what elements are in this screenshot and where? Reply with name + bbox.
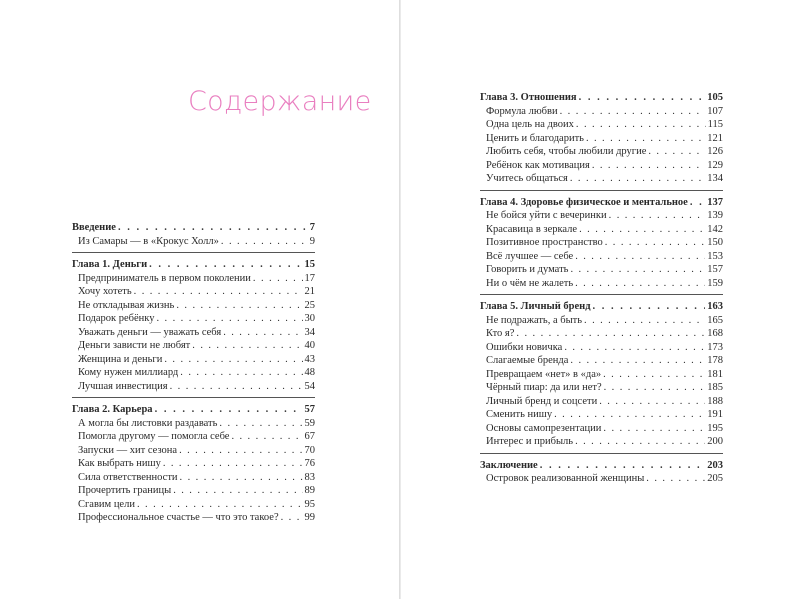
entry-title: Ценить и благодарить	[486, 132, 584, 144]
entry-title: Превращаем «нет» в «да»	[486, 368, 602, 380]
toc-chapter-entry[interactable]	[480, 300, 723, 314]
toc-section	[72, 221, 315, 253]
dot-leader	[570, 172, 705, 186]
page-number: 185	[707, 382, 723, 393]
dot-leader	[593, 300, 706, 314]
toc-entry[interactable]	[480, 435, 723, 449]
dot-leader	[163, 457, 303, 471]
entry-title: Хочу хотеть	[78, 286, 132, 297]
page-number: 191	[707, 409, 723, 420]
toc-entry[interactable]	[72, 430, 315, 444]
dot-leader	[690, 196, 705, 210]
toc-entry[interactable]	[72, 457, 315, 471]
entry-title: Чёрный пиар: да или нет?	[486, 382, 602, 393]
toc-entry[interactable]	[72, 312, 315, 326]
entry-title: Глава 4. Здоровье физическое и ментальное	[480, 196, 688, 208]
entry-title: Не бойся уйти с вечеринки	[486, 210, 607, 221]
toc-chapter-entry[interactable]	[72, 403, 315, 417]
page-number: 70	[304, 444, 315, 456]
toc-entry[interactable]	[480, 341, 723, 355]
dot-leader	[560, 105, 706, 119]
entry-title: Как выбрать нишу	[78, 458, 161, 469]
toc-entry[interactable]	[72, 366, 315, 380]
entry-title: Слагаемые бренда	[486, 355, 569, 366]
toc-entry[interactable]	[72, 498, 315, 512]
dot-leader	[575, 435, 705, 449]
entry-title: Ребёнок как мотивация	[486, 159, 590, 171]
toc-entry[interactable]	[480, 277, 723, 291]
page-number: 107	[707, 105, 723, 117]
entry-title: Помогла другому — помогла себе	[78, 431, 230, 442]
entry-title: Любить себя, чтобы любили другие	[486, 146, 647, 157]
entry-title: Красавица в зеркале	[486, 223, 578, 235]
dot-leader	[599, 395, 705, 409]
page-title: Содержание	[188, 86, 372, 117]
dot-leader	[253, 272, 303, 286]
page-number: 9	[309, 235, 315, 247]
dot-leader	[592, 159, 705, 173]
entry-title: Уважать деньги — уважать себя	[78, 326, 222, 338]
page-number: 89	[304, 485, 315, 496]
entry-title: Всё лучшее — себе	[486, 250, 574, 262]
dot-leader	[192, 339, 302, 353]
page-number: 40	[304, 340, 315, 351]
dot-leader	[586, 132, 705, 146]
toc-chapter-entry[interactable]	[480, 459, 723, 473]
toc-section	[480, 300, 723, 454]
toc-right-column	[480, 91, 723, 495]
page-number: 15	[304, 259, 315, 270]
toc-chapter-entry[interactable]	[72, 258, 315, 272]
page-number: 7	[309, 222, 315, 233]
dot-leader	[173, 484, 302, 498]
page-number: 205	[707, 473, 723, 484]
page-number: 34	[304, 326, 315, 338]
dot-leader	[179, 444, 302, 458]
dot-leader	[149, 258, 302, 272]
toc-entry[interactable]	[480, 327, 723, 341]
entry-title: Женщина и деньги	[78, 353, 163, 365]
page-number: 173	[707, 341, 723, 353]
toc-entry[interactable]	[480, 105, 723, 119]
entry-title: Лучшая инвестиция	[78, 380, 168, 392]
dot-leader	[575, 277, 705, 291]
entry-title: Сменить нишу	[486, 409, 553, 420]
toc-entry[interactable]	[480, 145, 723, 159]
dot-leader	[516, 327, 705, 341]
page-number: 99	[304, 512, 315, 523]
page-number: 188	[707, 395, 723, 407]
toc-entry[interactable]	[72, 299, 315, 313]
entry-title: Формула любви	[486, 105, 558, 117]
toc-chapter-entry[interactable]	[72, 221, 315, 235]
page-number: 48	[304, 367, 315, 378]
page-number: 57	[304, 404, 315, 415]
page-number: 142	[707, 223, 723, 235]
toc-entry[interactable]	[480, 132, 723, 146]
toc-entry[interactable]	[72, 484, 315, 498]
dot-leader	[554, 408, 705, 422]
page-number: 134	[707, 173, 723, 184]
entry-title: Глава 1. Деньги	[72, 259, 148, 270]
toc-entry[interactable]	[480, 381, 723, 395]
toc-entry[interactable]	[72, 339, 315, 353]
toc-section	[72, 258, 315, 398]
dot-leader	[603, 368, 705, 382]
dot-leader	[605, 236, 706, 250]
page-number: 17	[304, 272, 315, 284]
dot-leader	[281, 511, 303, 525]
page-number: 203	[707, 459, 723, 471]
entry-title: Ошибки новичка	[486, 341, 563, 353]
entry-title: Глава 3. Отношения	[480, 92, 577, 103]
toc-entry[interactable]	[480, 159, 723, 173]
page-number: 178	[707, 355, 723, 366]
page-number: 67	[304, 431, 315, 442]
dot-leader	[570, 354, 705, 368]
entry-title: Основы самопрезентации	[486, 422, 602, 434]
entry-title: Деньги зависти не любят	[78, 340, 191, 351]
toc-entry[interactable]	[480, 354, 723, 368]
page-number: 115	[707, 119, 723, 130]
entry-title: Говорить и думать	[486, 264, 569, 275]
page-number: 181	[707, 368, 723, 380]
dot-leader	[223, 326, 302, 340]
page-number: 139	[707, 210, 723, 221]
toc-entry[interactable]	[72, 285, 315, 299]
dot-leader	[176, 299, 302, 313]
entry-title: Запуски — хит сезона	[78, 444, 178, 456]
dot-leader	[609, 209, 706, 223]
toc-entry[interactable]	[72, 272, 315, 286]
page-number: 95	[304, 498, 315, 510]
dot-leader	[221, 235, 308, 249]
toc-entry[interactable]	[480, 408, 723, 422]
toc-section	[480, 91, 723, 191]
toc-entry[interactable]	[480, 172, 723, 186]
toc-entry[interactable]	[480, 472, 723, 486]
page-number: 165	[707, 314, 723, 326]
dot-leader	[564, 341, 705, 355]
entry-title: Островок реализованной женщины	[486, 473, 645, 484]
toc-entry[interactable]	[480, 236, 723, 250]
entry-title: А могла бы листовки раздавать	[78, 417, 218, 429]
dot-leader	[604, 381, 706, 395]
dot-leader	[575, 250, 705, 264]
dot-leader	[646, 472, 705, 486]
page-number: 54	[304, 380, 315, 392]
dot-leader	[540, 459, 706, 473]
entry-title: Одна цель на двоих	[486, 119, 574, 130]
entry-title: Прочертить границы	[78, 485, 172, 496]
dot-leader	[570, 263, 705, 277]
entry-title: Не откладывая жизнь	[78, 299, 175, 311]
page-number: 200	[707, 436, 723, 447]
dot-leader	[603, 422, 705, 436]
entry-title: Позитивное пространство	[486, 237, 603, 248]
page-number: 59	[304, 417, 315, 429]
dot-leader	[155, 403, 303, 417]
dot-leader	[134, 285, 303, 299]
dot-leader	[164, 353, 302, 367]
entry-title: Из Самары — в «Крокус Холл»	[78, 235, 219, 247]
entry-title: Кому нужен миллиард	[78, 367, 179, 378]
entry-title: Учитесь общаться	[486, 173, 568, 184]
toc-chapter-entry[interactable]	[480, 91, 723, 105]
page-number: 76	[304, 458, 315, 469]
toc-entry[interactable]	[480, 250, 723, 264]
page-number: 153	[707, 250, 723, 262]
toc-entry[interactable]	[480, 314, 723, 328]
page-number: 30	[304, 313, 315, 324]
entry-title: Личный бренд и соцсети	[486, 395, 598, 407]
page-number: 83	[304, 471, 315, 483]
toc-section	[480, 196, 723, 296]
entry-title: Заключение	[480, 459, 538, 471]
entry-title: Интерес и прибыль	[486, 436, 574, 447]
toc-section	[480, 459, 723, 490]
toc-entry[interactable]	[72, 511, 315, 525]
dot-leader	[579, 223, 705, 237]
toc-entry[interactable]	[480, 118, 723, 132]
entry-title: Глава 2. Карьера	[72, 404, 153, 415]
dot-leader	[180, 471, 303, 485]
toc-entry[interactable]	[480, 209, 723, 223]
toc-entry[interactable]	[72, 380, 315, 394]
entry-title: Ни о чём не жалеть	[486, 277, 574, 289]
toc-entry[interactable]	[480, 395, 723, 409]
page-number: 150	[707, 237, 723, 248]
page-number: 126	[707, 146, 723, 157]
page-number: 168	[707, 328, 723, 339]
toc-entry[interactable]	[72, 471, 315, 485]
dot-leader	[219, 417, 302, 431]
entry-title: Подарок ребёнку	[78, 313, 155, 324]
toc-section	[72, 403, 315, 529]
toc-chapter-entry[interactable]	[480, 196, 723, 210]
page-number: 137	[707, 196, 723, 208]
toc-entry[interactable]	[72, 235, 315, 249]
dot-leader	[576, 118, 706, 132]
toc-entry[interactable]	[72, 417, 315, 431]
dot-leader	[157, 312, 303, 326]
dot-leader	[170, 380, 303, 394]
entry-title: Кто я?	[486, 328, 515, 339]
entry-title: Сила ответственности	[78, 471, 178, 483]
dot-leader	[584, 314, 705, 328]
entry-title: Сгавим цели	[78, 498, 135, 510]
entry-title: Не подражать, а быть	[486, 314, 583, 326]
page-number: 129	[707, 159, 723, 171]
dot-leader	[118, 221, 308, 235]
page-number: 195	[707, 422, 723, 434]
entry-title: Глава 5. Личный бренд	[480, 301, 591, 312]
toc-entry[interactable]	[480, 422, 723, 436]
entry-title: Предприниматель в первом поколении	[78, 272, 251, 284]
toc-entry[interactable]	[480, 223, 723, 237]
toc-left-column	[72, 221, 315, 534]
page-number: 43	[304, 353, 315, 365]
page-number: 105	[707, 92, 723, 103]
toc-entry[interactable]	[72, 444, 315, 458]
toc-entry[interactable]	[72, 353, 315, 367]
dot-leader	[579, 91, 706, 105]
dot-leader	[648, 145, 705, 159]
page-number: 25	[304, 299, 315, 311]
dot-leader	[231, 430, 302, 444]
page-number: 157	[707, 264, 723, 275]
toc-entry[interactable]	[480, 263, 723, 277]
page-number: 163	[707, 301, 723, 312]
page-number: 121	[707, 132, 723, 144]
page-number: 159	[707, 277, 723, 289]
entry-title: Введение	[72, 222, 116, 233]
toc-entry[interactable]	[72, 326, 315, 340]
dot-leader	[137, 498, 303, 512]
entry-title: Профессиональное счастье — что это такое?	[78, 512, 279, 523]
toc-entry[interactable]	[480, 368, 723, 382]
dot-leader	[180, 366, 302, 380]
page-number: 21	[304, 286, 315, 297]
